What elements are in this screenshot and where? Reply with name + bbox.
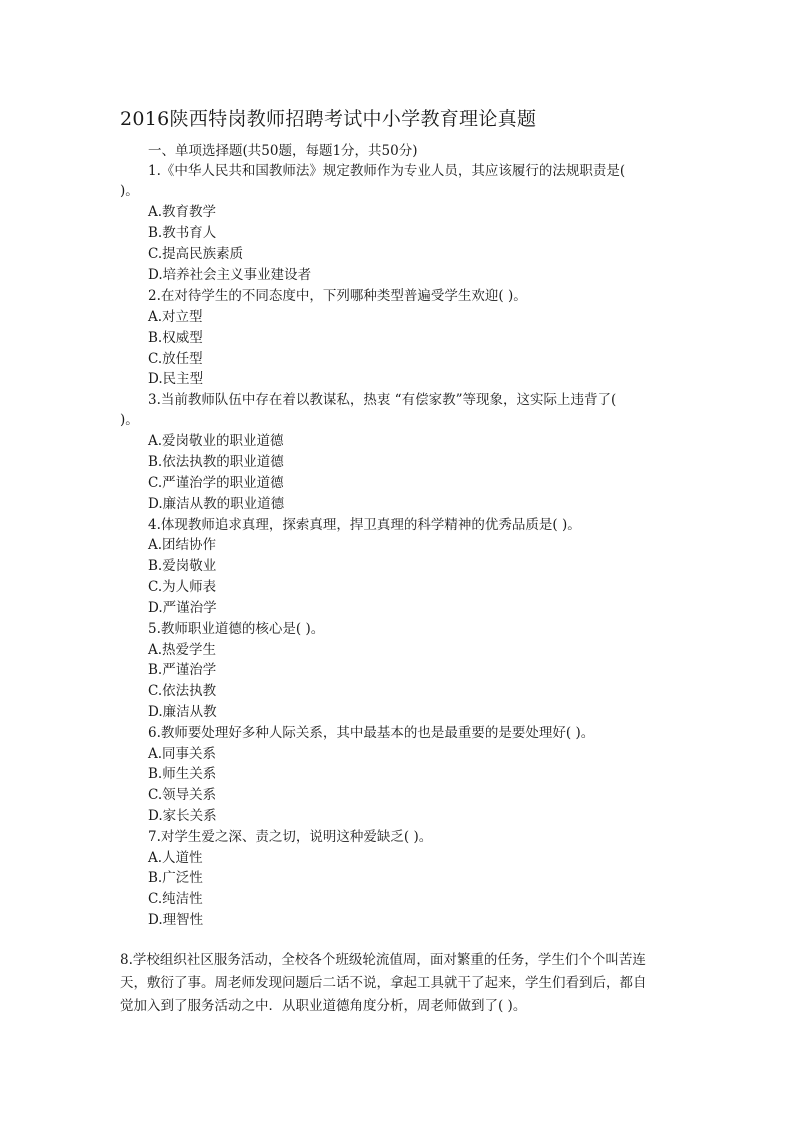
question-5: 5.教师职业道德的核心是( )。 (148, 621, 325, 637)
question-1: 1.《中华人民共和国教师法》规定教师作为专业人员，其应该履行的法规职责是( (148, 163, 626, 179)
question-1-continuation: )。 (120, 183, 139, 199)
q3-option-b: B.依法执教的职业道德 (148, 454, 284, 470)
q4-option-c: C.为人师表 (148, 579, 217, 595)
q2-option-a: A.对立型 (148, 309, 203, 325)
q6-option-a: A.同事关系 (148, 746, 217, 762)
question-4: 4.体现教师追求真理，探索真理，捍卫真理的科学精神的优秀品质是( )。 (148, 517, 581, 533)
q6-option-b: B.师生关系 (148, 766, 217, 782)
q1-option-d: D.培养社会主义事业建设者 (148, 267, 312, 283)
q4-option-a: A.团结协作 (148, 537, 217, 553)
q4-option-b: B.爱岗敬业 (148, 558, 217, 574)
question-6: 6.教师要处理好多种人际关系，其中最基本的也是最重要的是要处理好( )。 (148, 725, 595, 741)
question-7: 7.对学生爱之深、责之切，说明这种爱缺乏( )。 (148, 829, 433, 845)
q2-option-b: B.权威型 (148, 330, 203, 346)
question-2: 2.在对待学生的不同态度中，下列哪种类型普遍受学生欢迎( )。 (148, 288, 527, 304)
section-heading: 一、单项选择题(共50题，每题1分，共50分) (148, 143, 418, 159)
q6-option-d: D.家长关系 (148, 808, 217, 824)
question-8-line-3: 觉加入到了服务活动之中．从职业道德角度分析，周老师做到了( )。 (120, 998, 527, 1014)
q7-option-d: D.理智性 (148, 912, 204, 928)
q6-option-c: C.领导关系 (148, 787, 217, 803)
q7-option-c: C.纯洁性 (148, 891, 203, 907)
q3-option-a: A.爱岗敬业的职业道德 (148, 433, 284, 449)
q1-option-b: B.教书育人 (148, 225, 217, 241)
question-8-line-1: 8.学校组织社区服务活动，全校各个班级轮流值周，面对繁重的任务，学生们个个叫苦连 (120, 952, 646, 968)
q7-option-b: B.广泛性 (148, 870, 203, 886)
q5-option-b: B.严谨治学 (148, 662, 217, 678)
q4-option-d: D.严谨治学 (148, 600, 217, 616)
q2-option-c: C.放任型 (148, 351, 203, 367)
q7-option-a: A.人道性 (148, 850, 203, 866)
q1-option-a: A.教育教学 (148, 204, 217, 220)
question-3: 3.当前教师队伍中存在着以教谋私，热衷 “有偿家教”等现象，这实际上违背了( (148, 392, 617, 408)
question-8-line-2: 天，敷衍了事。周老师发现问题后二话不说，拿起工具就干了起来，学生们看到后，都自 (120, 975, 647, 991)
q2-option-d: D.民主型 (148, 371, 204, 387)
q3-option-c: C.严谨治学的职业道德 (148, 475, 284, 491)
document-title: 2016陕西特岗教师招聘考试中小学教育理论真题 (120, 108, 537, 130)
q3-option-d: D.廉洁从教的职业道德 (148, 496, 285, 512)
q5-option-d: D.廉洁从教 (148, 704, 217, 720)
question-3-continuation: )。 (120, 412, 139, 428)
q1-option-c: C.提高民族素质 (148, 246, 244, 262)
q5-option-c: C.依法执教 (148, 683, 217, 699)
q5-option-a: A.热爱学生 (148, 642, 217, 658)
